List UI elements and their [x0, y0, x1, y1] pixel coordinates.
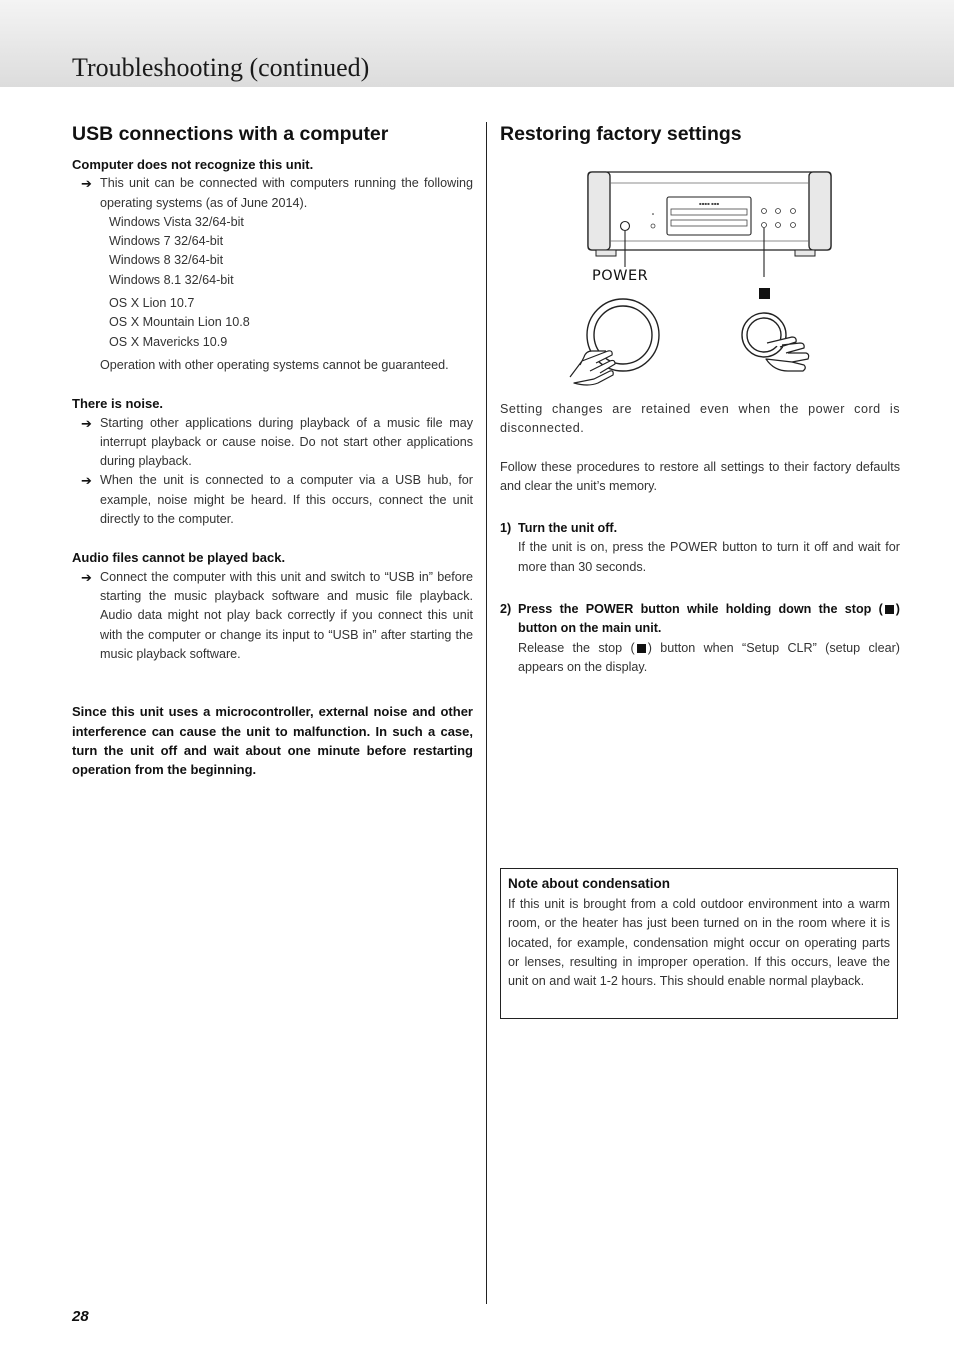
q2-bullet-1: ➔ Starting other applications during playback of a music file may interrupt playback or cause noise. Do not start other applications during playback.: [81, 415, 473, 469]
right-column: [500, 120, 900, 148]
note-text: If this unit is brought from a cold outdoor environment into a warm room, or the heater has just been turned on in the room where it is located, for example, condensation might occur on operating parts or lenses, resulting in improper operation. If this occurs, leave the unit on and wait 1-2 hours. This should enable normal playback.: [508, 897, 890, 989]
note-title: Note about condensation: [508, 876, 670, 891]
q3-title: Audio files cannot be played back.: [72, 550, 286, 566]
procedure-intro: Follow these procedures to restore all settings to their factory defaults and clear the unit’s memory.: [500, 459, 900, 493]
os-item: OS X Lion 10.7: [109, 296, 195, 311]
stop-icon: [759, 288, 770, 299]
arrow-icon: ➔: [81, 176, 92, 192]
stop-button-press-drawing: [742, 313, 809, 371]
stop-icon: [885, 605, 894, 614]
q2-bullet-2: ➔ When the unit is connected to a computer via a USB hub, for example, noise might be heard. If this occurs, connect the unit directly to the computer.: [81, 473, 473, 527]
page-number: 28: [72, 1308, 89, 1325]
q1-note: Operation with other operating systems cannot be guaranteed.: [100, 357, 449, 372]
os-item: Windows 8 32/64-bit: [109, 253, 224, 268]
factory-reset-illustration: [560, 165, 850, 390]
usb-section-title: USB connections with a computer: [72, 123, 389, 145]
factory-text: [500, 400, 900, 677]
step-2-desc: Release the stop ( ) button when “Setup CLR” (setup clear) appears on the display.: [518, 640, 900, 674]
q1-bullet: ➔ This unit can be connected with computers running the following operating systems (as of June 2014).: [81, 176, 473, 210]
power-label: POWER: [592, 268, 649, 284]
factory-section-title: Restoring factory settings: [500, 123, 742, 145]
step-1-title: 1) Turn the unit off.: [500, 521, 618, 536]
svg-text:▪▪▪▪ ▪▪▪: ▪▪▪▪ ▪▪▪: [698, 201, 720, 206]
left-column: [72, 120, 473, 780]
page-header: [0, 0, 954, 87]
page-title: Troubleshooting (continued): [72, 53, 370, 82]
windows-list: [72, 213, 473, 290]
retained-paragraph: Setting changes are retained even when the power cord is disconnected.: [500, 402, 900, 436]
column-divider: [486, 122, 487, 1304]
power-button-press-drawing: [570, 299, 659, 385]
os-item: Windows 8.1 32/64-bit: [109, 272, 234, 287]
os-item: Windows Vista 32/64-bit: [109, 214, 244, 229]
device-diagram: [560, 165, 850, 390]
arrow-icon: ➔: [81, 415, 92, 431]
step-1-desc: If the unit is on, press the POWER button to turn it off and wait for more than 30 seconds.: [518, 540, 900, 574]
q3-bullet: ➔ Connect the computer with this unit and switch to “USB in” before starting the music playback software and music file playback. Audio data might not play back correctly if you connect this unit with the computer or change its input to “USB in” after starting the music playback software.: [81, 569, 473, 661]
os-item: Windows 7 32/64-bit: [109, 234, 224, 249]
stop-icon: [637, 644, 646, 653]
microcontroller-warning: Since this unit uses a microcontroller, external noise and other interference can cause the unit to malfunction. In such a case, turn the unit off and wait about one minute before restarting operation from the beginning.: [72, 704, 473, 778]
q1-title: Computer does not recognize this unit.: [72, 157, 314, 172]
arrow-icon: ➔: [81, 569, 92, 585]
condensation-note: [500, 868, 898, 1019]
os-item: OS X Mavericks 10.9: [109, 334, 228, 349]
os-item: OS X Mountain Lion 10.8: [109, 315, 250, 330]
step-2-title: 2) Press the POWER button while holding down the stop ( ) button on the main unit.: [500, 602, 900, 636]
arrow-icon: ➔: [81, 473, 92, 489]
q2-title: There is noise.: [72, 396, 164, 412]
osx-list: [72, 294, 473, 352]
